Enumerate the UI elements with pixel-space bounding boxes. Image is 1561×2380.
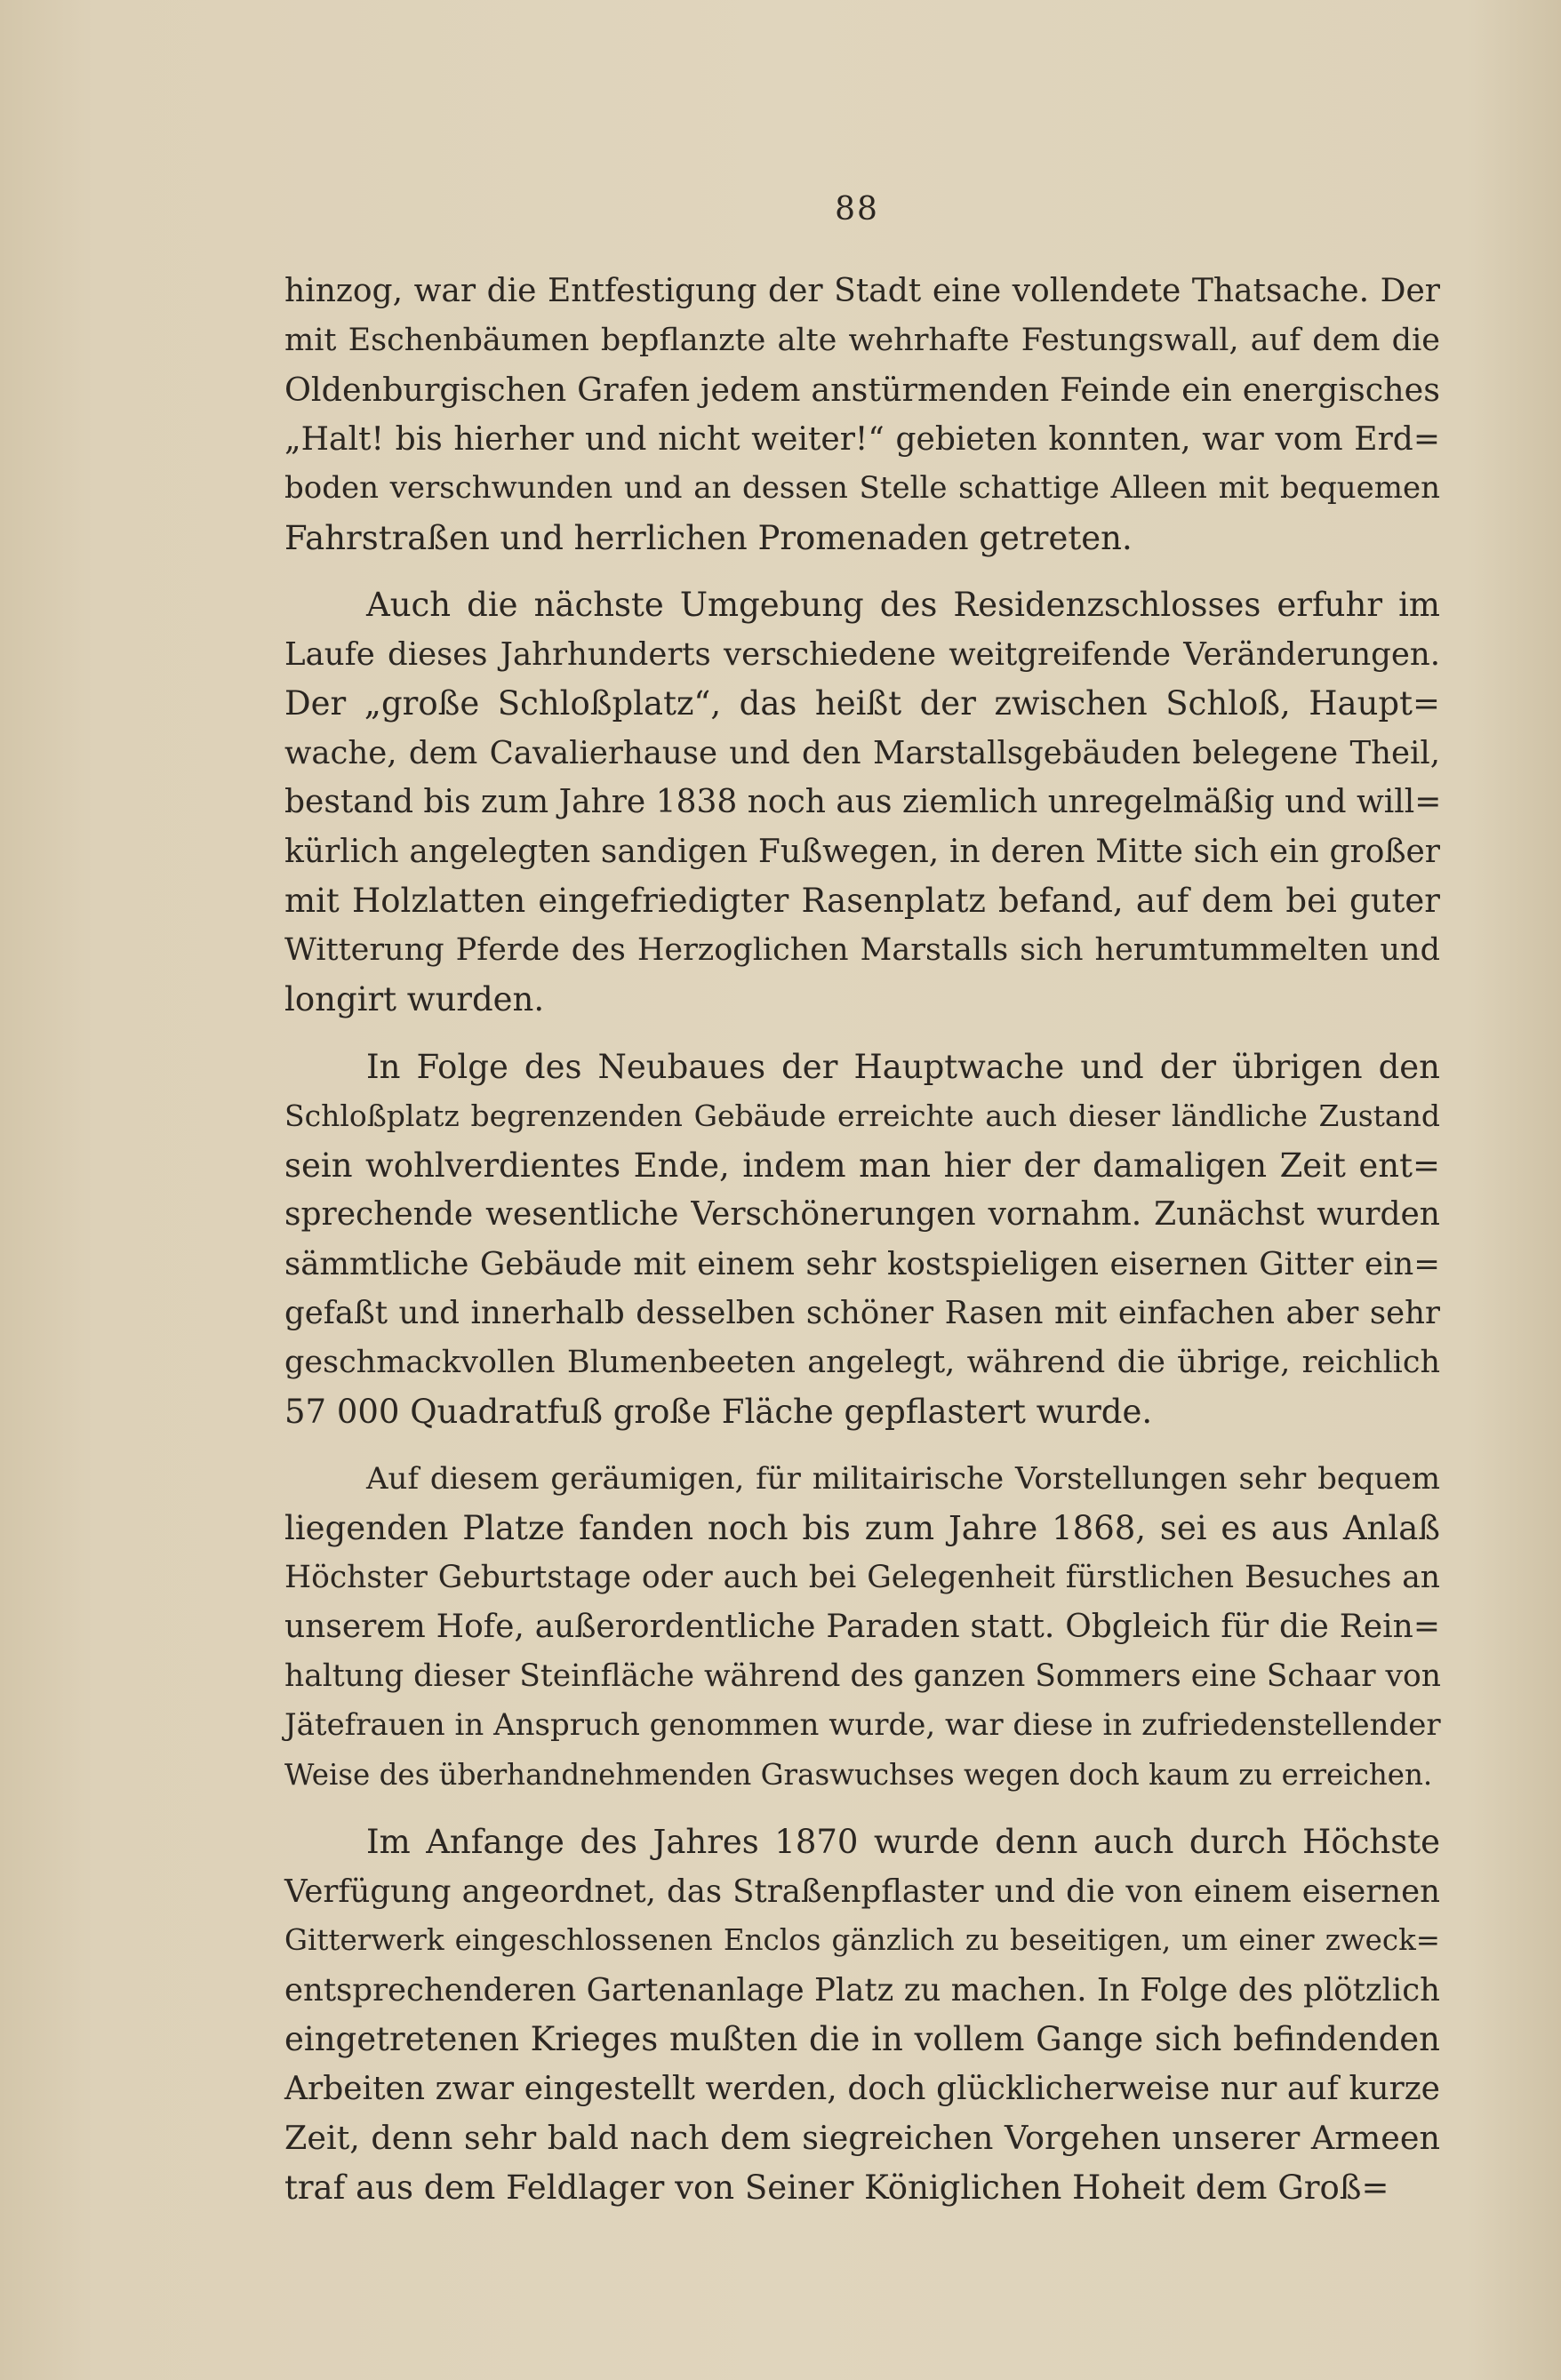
text-line: haltung dieser Steinfläche während des ganzen Sommers eine Schaar von <box>284 1657 1442 1694</box>
text-line: Laufe dieses Jahrhunderts verschiedene weitgreifende Veränderungen. <box>284 635 1440 673</box>
text-line: wache, dem Cavalierhause und den Marstallsgebäuden belegene Theil, <box>284 734 1440 771</box>
text-line: mit Eschenbäumen bepflanzte alte wehrhafte Festungswall, auf dem die <box>284 322 1440 358</box>
text-line: sein wohlverdientes Ende, indem man hier der damaligen Zeit ent= <box>284 1146 1440 1185</box>
text-line: unserem Hofe, außerordentliche Paraden statt. Obgleich für die Rein= <box>284 1609 1440 1645</box>
text-line: Höchster Geburtstage oder auch bei Gelegenheit fürstlichen Besuches an <box>284 1559 1440 1595</box>
text-line: entsprechenderen Gartenanlage Platz zu machen. In Folge des plötzlich <box>284 1971 1440 2009</box>
paragraph <box>284 1042 1440 1437</box>
paragraph <box>284 267 1440 563</box>
paragraph <box>284 580 1440 1025</box>
text-line: liegenden Platze fanden noch bis zum Jahre 1868, sei es aus Anlaß <box>284 1509 1440 1547</box>
text-line: Arbeiten zwar eingestellt werden, doch glücklicherweise nur auf kurze <box>284 2070 1440 2107</box>
text-line: boden verschwunden und an dessen Stelle schattige Alleen mit bequemen <box>284 470 1440 506</box>
text-line: geschmackvollen Blumenbeeten angelegt, während die übrige, reichlich <box>284 1344 1440 1380</box>
text-line: 57 000 Quadratfuß große Fläche gepflastert wurde. <box>284 1393 1153 1431</box>
text-line: Im Anfange des Jahres 1870 wurde denn auch durch Höchste <box>366 1823 1440 1861</box>
text-line: Gitterwerk eingeschlossenen Enclos gänzlich zu beseitigen, um einer zweck= <box>284 1923 1440 1957</box>
text-line: Zeit, denn sehr bald nach dem siegreichen Vorgehen unserer Armeen <box>284 2119 1440 2157</box>
body-text <box>284 267 1440 2212</box>
text-line: hinzog, war die Entfestigung der Stadt eine vollendete Thatsache. Der <box>284 273 1440 309</box>
text-line: In Folge des Neubaues der Hauptwache und der übrigen den <box>366 1047 1440 1086</box>
text-line: longirt wurden. <box>284 980 545 1018</box>
text-line: gefaßt und innerhalb desselben schöner Rasen mit einfachen aber sehr <box>284 1295 1440 1331</box>
text-line: mit Holzlatten eingefriedigter Rasenplatz befand, auf dem bei guter <box>284 882 1440 920</box>
page-number: 88 <box>835 191 879 228</box>
text-line: Verfügung angeordnet, das Straßenpflaster und die von einem eisernen <box>284 1873 1440 1910</box>
text-line: bestand bis zum Jahre 1838 noch aus ziemlich unregelmäßig und will= <box>284 784 1442 820</box>
paragraph <box>284 1455 1440 1801</box>
text-line: Schloßplatz begrenzenden Gebäude erreichte auch dieser ländliche Zustand <box>284 1098 1440 1133</box>
text-line: traf aus dem Feldlager von Seiner Königlichen Hoheit dem Groß= <box>284 2168 1389 2207</box>
text-line: Auch die nächste Umgebung des Residenzschlosses erfuhr im <box>366 586 1440 624</box>
text-line: Auf diesem geräumigen, für militairische Vorstellungen sehr bequem <box>366 1460 1440 1497</box>
text-line: Weise des überhandnehmenden Graswuchses wegen doch kaum zu erreichen. <box>284 1757 1433 1792</box>
text-line: eingetretenen Krieges mußten die in vollem Gange sich befindenden <box>284 2020 1440 2058</box>
text-line: Fahrstraßen und herrlichen Promenaden getreten. <box>284 518 1133 557</box>
text-line: Der „große Schloßplatz“, das heißt der zwischen Schloß, Haupt= <box>284 684 1440 723</box>
text-line: sämmtliche Gebäude mit einem sehr kostspieligen eisernen Gitter ein= <box>284 1245 1440 1282</box>
text-line: Jätefrauen in Anspruch genommen wurde, war diese in zufriedenstellender <box>284 1707 1441 1743</box>
text-line: kürlich angelegten sandigen Fußwegen, in deren Mitte sich ein großer <box>284 833 1440 870</box>
text-line: Oldenburgischen Grafen jedem anstürmenden Feinde ein energisches <box>284 371 1440 409</box>
text-line: „Halt! bis hierher und nicht weiter!“ gebieten konnten, war vom Erd= <box>284 420 1440 458</box>
text-line: sprechende wesentliche Verschönerungen vornahm. Zunächst wurden <box>284 1196 1440 1233</box>
paragraph <box>284 1817 1440 2212</box>
text-line: Witterung Pferde des Herzoglichen Marstalls sich herumtummelten und <box>284 931 1440 968</box>
